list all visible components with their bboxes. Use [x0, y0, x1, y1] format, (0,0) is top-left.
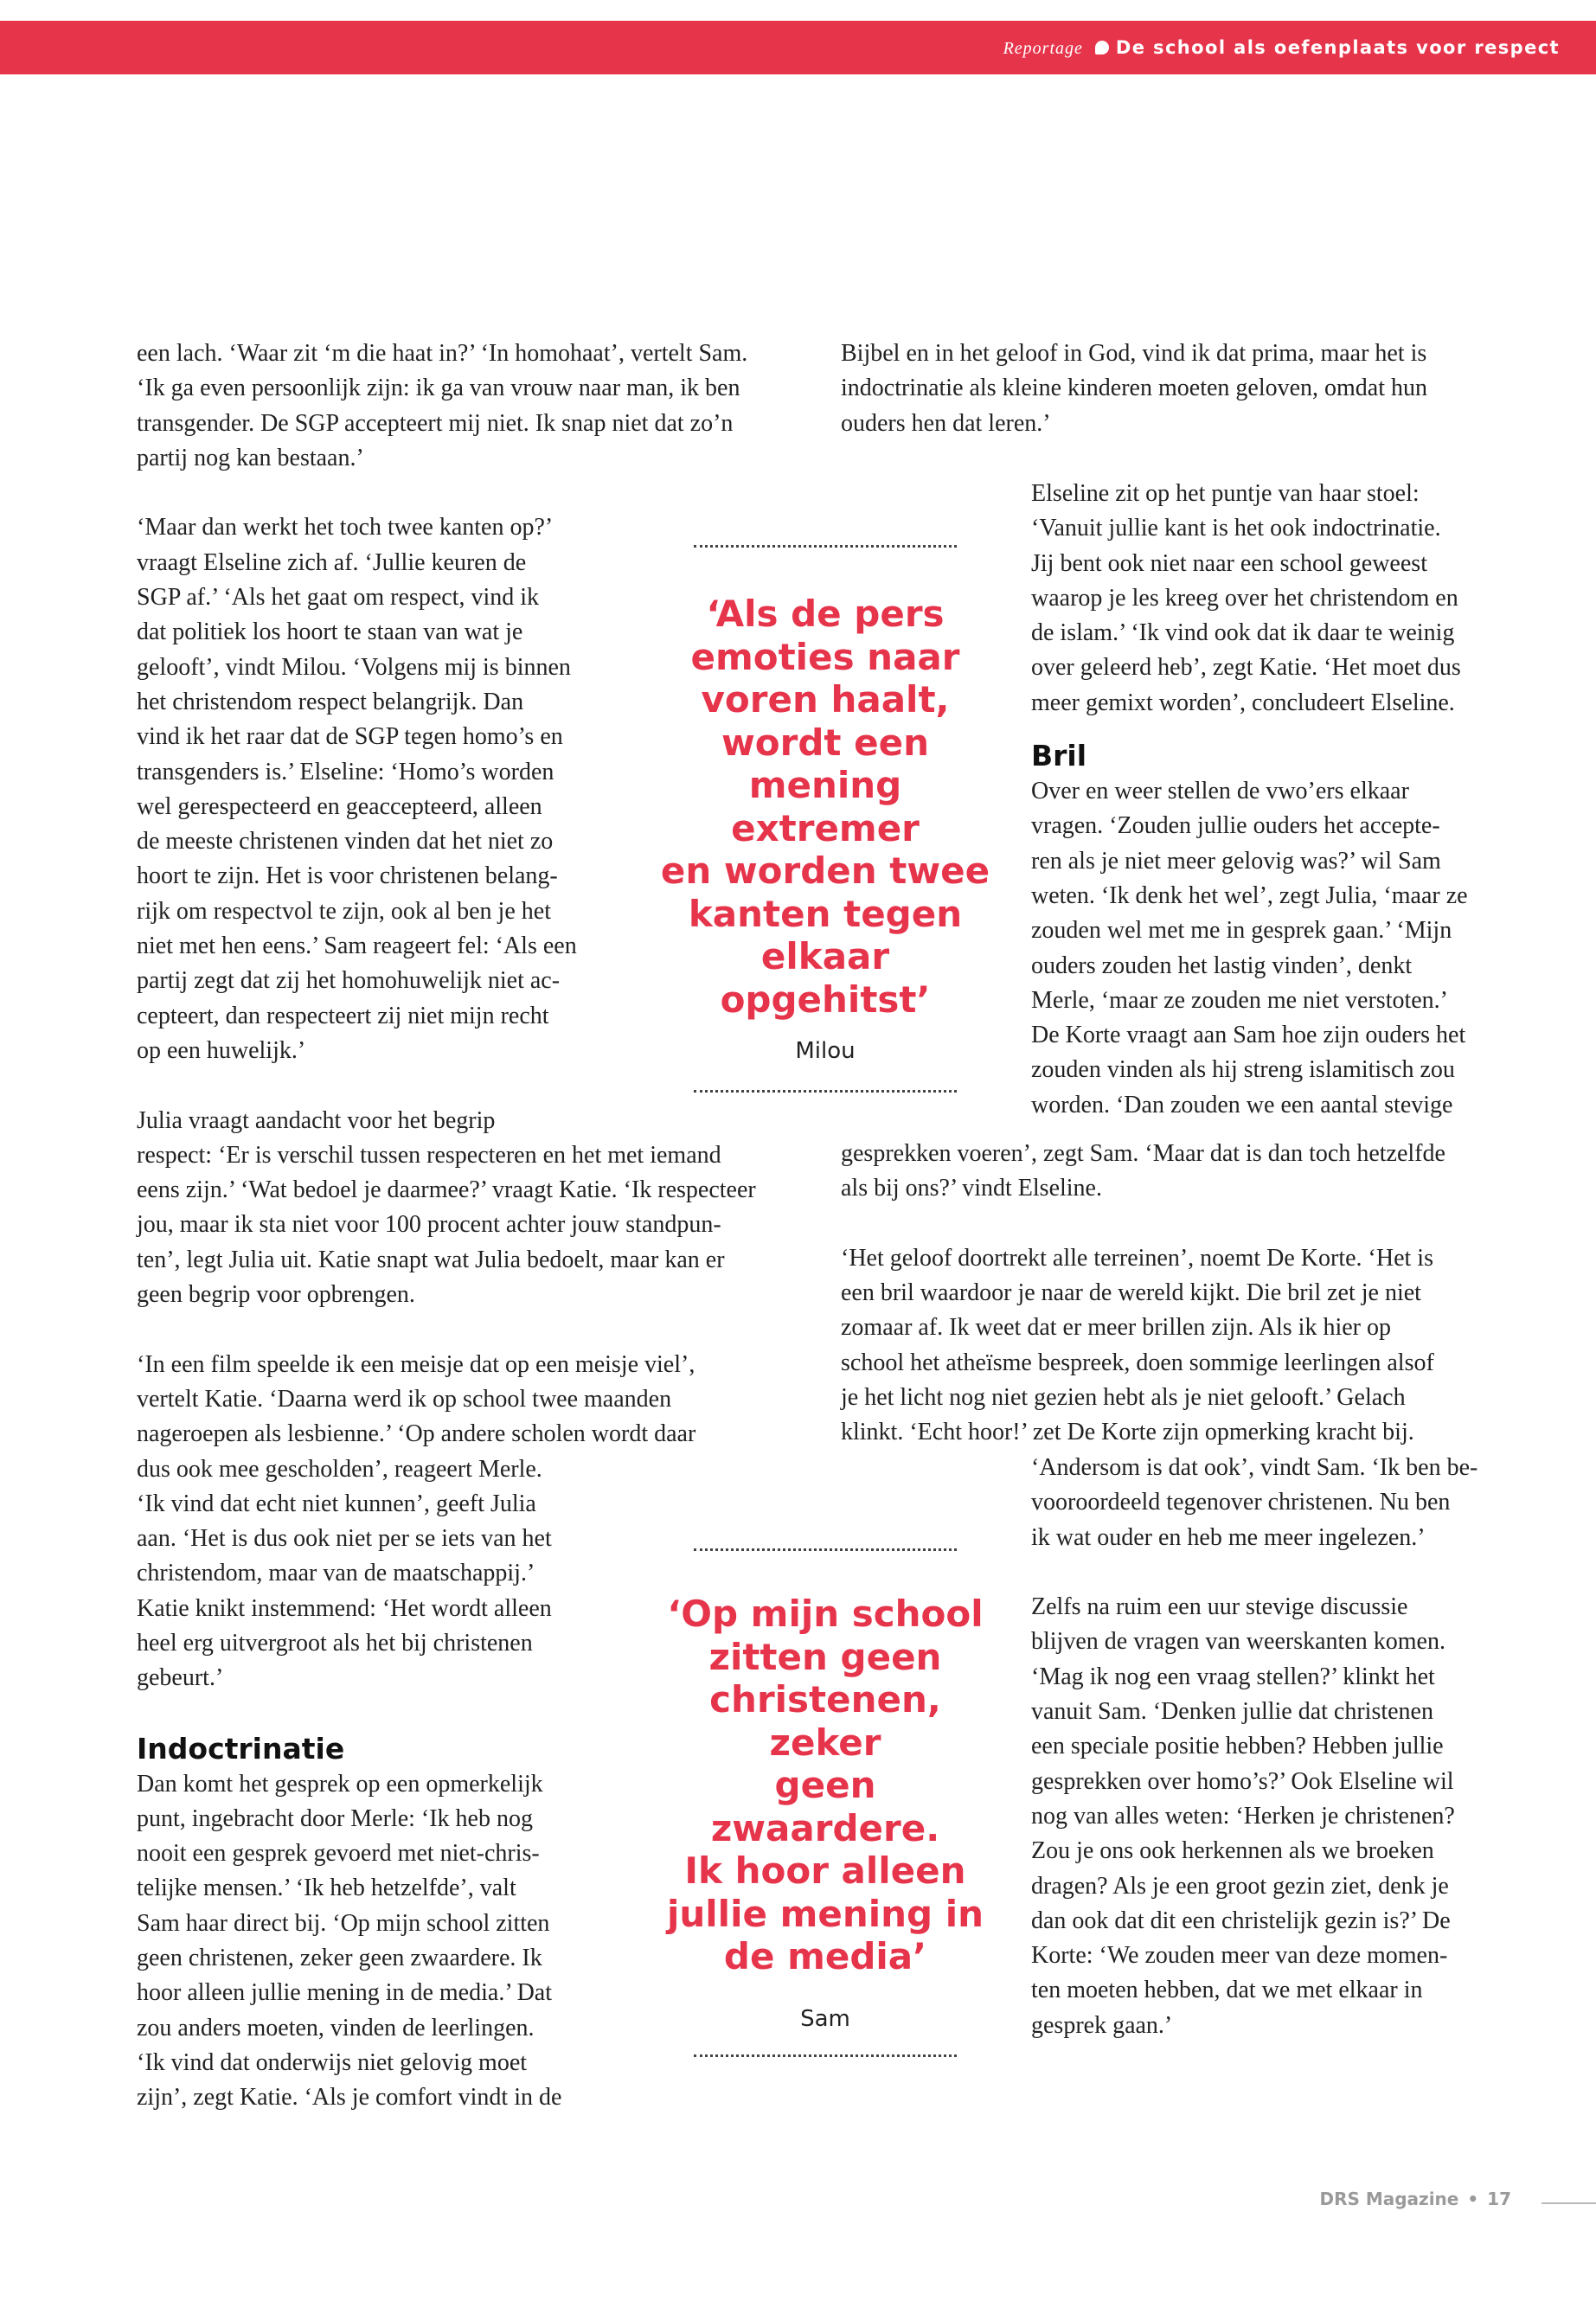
- text-line: ‘Andersom is dat ook’, vindt Sam. ‘Ik ben be-: [1031, 1454, 1478, 1481]
- text-line: zou anders moeten, vinden de leerlingen.: [137, 2014, 535, 2041]
- text-line: respect: ‘Er is verschil tussen respecteren en het met iemand: [137, 1141, 721, 1169]
- text-line: Zou je ons ook herkennen als we broeken: [1031, 1837, 1434, 1865]
- text-line: telijke mensen.’ ‘Ik heb hetzelfde’, valt: [137, 1875, 516, 1902]
- text-line: vooroordeeld tegenover christenen. Nu ben: [1031, 1489, 1451, 1516]
- text-line: jou, maar ik sta niet voor 100 procent achter jouw standpun-: [137, 1211, 721, 1239]
- quote-line: mening extremer: [731, 764, 920, 849]
- quote-line: geen zwaardere.: [710, 1764, 940, 1849]
- text-line: ouders hen dat leren.’: [841, 409, 1051, 437]
- article-title: De school als oefenplaats voor respect: [1115, 37, 1560, 58]
- dotted-rule: [694, 2054, 957, 2057]
- text-line: ‘In een film speelde ik een meisje dat op een meisje viel’,: [137, 1350, 695, 1378]
- speech-bubble-icon: [1095, 41, 1109, 54]
- text-line: dus ook mee gescholden’, reageert Merle.: [137, 1455, 542, 1483]
- text-line: gelooft’, vindt Milou. ‘Volgens mij is binnen: [137, 653, 571, 681]
- text-line: de meeste christenen vinden dat het niet zo: [137, 828, 554, 856]
- quote-line: Ik hoor alleen: [684, 1849, 966, 1892]
- text-line: ‘Ik vind dat onderwijs niet gelovig moet: [137, 2048, 528, 2076]
- text-line: op een huwelijk.’: [137, 1036, 306, 1064]
- text-line: vertelt Katie. ‘Daarna werd ik op school twee maanden: [137, 1385, 672, 1413]
- quote-line: de media’: [723, 1935, 927, 1977]
- text-line: partij zegt dat zij het homohuwelijk niet ac-: [137, 967, 561, 995]
- text-line: zomaar af. Ik weet dat er meer brillen zijn. Als ik hier op: [841, 1314, 1391, 1342]
- text-line: dragen? Als je een groot gezin ziet, denk je: [1031, 1872, 1449, 1900]
- text-line: gesprekken voeren’, zegt Sam. ‘Maar dat is dan toch hetzelfde: [841, 1140, 1445, 1167]
- text-line: niet met hen eens.’ Sam reageert fel: ‘Als een: [137, 933, 577, 960]
- text-line: partij nog kan bestaan.’: [137, 444, 364, 471]
- text-line: Bijbel en in het geloof in God, vind ik dat prima, maar het is: [841, 340, 1427, 367]
- text-line: cepteert, dan respecteert zij niet mijn recht: [137, 1002, 549, 1029]
- text-line: vraagt Elseline zich af. ‘Jullie keuren de: [137, 548, 527, 576]
- running-header: [1003, 21, 1560, 74]
- text-line: een speciale positie hebben? Hebben jullie: [1031, 1733, 1444, 1760]
- text-line: punt, ingebracht door Merle: ‘Ik heb nog: [137, 1804, 533, 1832]
- right-narrow-column-b: [1031, 1451, 1550, 2043]
- text-line: zijn’, zegt Katie. ‘Als je comfort vindt in de: [137, 2084, 562, 2112]
- text-line: Jij bent ook niet naar een school geweest: [1031, 549, 1427, 577]
- quote-line: en worden twee: [660, 849, 990, 892]
- text-line: ‘Ik vind dat echt niet kunnen’, geeft Julia: [137, 1490, 536, 1517]
- text-line: ren als je niet meer gelovig was?’ wil Sam: [1031, 847, 1441, 875]
- text-line: school het atheïsme bespreek, doen sommige leerlingen alsof: [841, 1349, 1434, 1376]
- text-line: christendom, maar van de maatschappij.’: [137, 1560, 535, 1587]
- text-line: Over en weer stellen de vwo’ers elkaar: [1031, 778, 1409, 805]
- header-bar: [0, 21, 1596, 74]
- text-line: weten. ‘Ik denk het wel’, zegt Julia, ‘maar ze: [1031, 881, 1468, 909]
- quote-line: jullie mening in: [666, 1892, 984, 1935]
- quote-author: Sam: [800, 2005, 850, 2032]
- magazine-name: DRS Magazine: [1319, 2189, 1459, 2209]
- text-line: vragen. ‘Zouden jullie ouders het accepte-: [1031, 812, 1440, 840]
- text-line: Sam haar direct bij. ‘Op mijn school zitten: [137, 1909, 550, 1937]
- text-line: Merle, ‘maar ze zouden me niet verstoten.’: [1031, 986, 1449, 1014]
- subheading-bril: Bril: [1031, 739, 1087, 773]
- page-number: 17: [1487, 2189, 1511, 2209]
- right-narrow-column-a: [1031, 477, 1550, 1123]
- text-line: hoor alleen jullie mening in de media.’ Dat: [137, 1979, 552, 2007]
- text-line: vind ik het raar dat de SGP tegen homo’s en: [137, 723, 563, 751]
- text-line: heel erg uitvergroot als het bij christenen: [137, 1629, 533, 1657]
- text-line: een bril waardoor je naar de wereld kijkt. Die bril zet je niet: [841, 1279, 1421, 1307]
- text-line: hoort te zijn. Het is voor christenen belang-: [137, 862, 558, 890]
- text-line: nooit een gesprek gevoerd met niet-chris-: [137, 1840, 540, 1868]
- subheading-indoctrinatie: Indoctrinatie: [137, 1731, 345, 1766]
- text-line: een lach. ‘Waar zit ‘m die haat in?’ ‘In homohaat’, vertelt Sam.: [137, 340, 748, 367]
- text-line: De Korte vraagt aan Sam hoe zijn ouders het: [1031, 1022, 1466, 1049]
- text-line: blijven de vragen van weerskanten komen.: [1031, 1628, 1445, 1656]
- text-line: klinkt. ‘Echt hoor!’ zet De Korte zijn opmerking kracht bij.: [841, 1419, 1414, 1446]
- text-line: rijk om respectvol te zijn, ook al ben je het: [137, 897, 551, 925]
- footer-rule: [1542, 2202, 1596, 2204]
- text-line: meer gemixt worden’, concludeert Elseline.: [1031, 689, 1455, 716]
- text-line: zouden vinden als hij streng islamitisch zou: [1031, 1056, 1455, 1084]
- text-line: ouders zouden het lastig vinden’, denkt: [1031, 952, 1413, 979]
- text-line: gebeurt.’: [137, 1664, 224, 1692]
- text-line: Dan komt het gesprek op een opmerkelijk: [137, 1770, 543, 1798]
- text-line: ik wat ouder en heb me meer ingelezen.’: [1031, 1523, 1426, 1551]
- text-line: ‘Het geloof doortrekt alle terreinen’, noemt De Korte. ‘Het is: [841, 1244, 1433, 1272]
- quote-line: christenen, zeker: [709, 1678, 941, 1764]
- quote-line: voren haalt,: [701, 678, 950, 721]
- text-line: geen christenen, zeker geen zwaardere. Ik: [137, 1945, 542, 1972]
- pull-quote-sam: [659, 1548, 991, 2057]
- right-top-text: [841, 336, 1533, 441]
- text-line: gesprekken over homo’s?’ Ook Elseline wil: [1031, 1767, 1454, 1795]
- quote-line: emoties naar: [690, 635, 960, 678]
- text-line: ‘Mag ik nog een vraag stellen?’ klinkt het: [1031, 1663, 1435, 1690]
- text-line: Julia vraagt aandacht voor het begrip: [137, 1106, 496, 1134]
- quote-line: ‘Als de pers: [706, 593, 945, 635]
- quote-line: zitten geen: [708, 1635, 942, 1678]
- pull-quote-text: [659, 593, 991, 1021]
- quote-line: elkaar opgehitst’: [720, 935, 931, 1021]
- text-line: de islam.’ ‘Ik vind ook dat ik daar te weinig: [1031, 619, 1455, 647]
- text-line: Zelfs na ruim een uur stevige discussie: [1031, 1593, 1408, 1621]
- section-label: Reportage: [1003, 39, 1083, 58]
- quote-line: kanten tegen: [688, 892, 963, 935]
- text-line: Katie knikt instemmend: ‘Het wordt alleen: [137, 1594, 552, 1622]
- text-line: ‘Ik ga even persoonlijk zijn: ik ga van vrouw naar man, ik ben: [137, 375, 740, 402]
- right-wide-text: [841, 1137, 1533, 1451]
- quote-line: ‘Op mijn school: [667, 1593, 984, 1635]
- text-line: Elseline zit op het puntje van haar stoel:: [1031, 480, 1420, 507]
- text-line: het christendom respect belangrijk. Dan: [137, 688, 524, 715]
- text-line: worden. ‘Dan zouden we een aantal stevige: [1031, 1091, 1453, 1118]
- text-line: waarop je les kreeg over het christendom en: [1031, 584, 1458, 612]
- dotted-rule: [694, 1090, 957, 1093]
- text-line: zouden wel met me in gesprek gaan.’ ‘Mijn: [1031, 917, 1452, 945]
- text-line: aan. ‘Het is dus ook niet per se iets van het: [137, 1525, 552, 1553]
- text-line: transgender. De SGP accepteert mij niet. Ik snap niet dat zo’n: [137, 409, 734, 437]
- page-footer: [1319, 2189, 1511, 2209]
- pull-quote-milou: [659, 545, 991, 1093]
- text-line: vanuit Sam. ‘Denken jullie dat christenen: [1031, 1698, 1433, 1726]
- text-line: ‘Maar dan werkt het toch twee kanten op?’: [137, 514, 554, 542]
- text-line: Korte: ‘We zouden meer van deze momen-: [1031, 1942, 1448, 1970]
- text-line: dat politiek los hoort te staan van wat je: [137, 619, 523, 646]
- pull-quote-text: [659, 1593, 991, 1978]
- bullet-separator: •: [1467, 2189, 1479, 2209]
- text-line: over geleerd heb’, zegt Katie. ‘Het moet dus: [1031, 654, 1461, 682]
- text-line: ten’, legt Julia uit. Katie snapt wat Julia bedoelt, maar kan er: [137, 1246, 725, 1273]
- text-line: nageroepen als lesbienne.’ ‘Op andere scholen wordt daar: [137, 1420, 696, 1448]
- text-line: als bij ons?’ vindt Elseline.: [841, 1175, 1102, 1202]
- text-line: ‘Vanuit jullie kant is het ook indoctrinatie.: [1031, 515, 1441, 542]
- quote-author: Milou: [795, 1038, 856, 1064]
- text-line: transgenders is.’ Elseline: ‘Homo’s worden: [137, 758, 554, 785]
- text-line: ten moeten hebben, dat we met elkaar in: [1031, 1977, 1423, 2004]
- text-line: eens zijn.’ ‘Wat bedoel je daarmee?’ vraagt Katie. ‘Ik respecteer: [137, 1176, 756, 1204]
- text-line: gesprek gaan.’: [1031, 2011, 1173, 2039]
- text-line: je het licht nog niet gezien hebt als je niet gelooft.’ Gelach: [841, 1384, 1406, 1412]
- text-line: nog van alles weten: ‘Herken je christenen?: [1031, 1802, 1455, 1830]
- text-line: geen begrip voor opbrengen.: [137, 1281, 415, 1309]
- text-line: dan ook dat dit een christelijk gezin is?’ De: [1031, 1907, 1451, 1934]
- text-line: indoctrinatie als kleine kinderen moeten geloven, omdat hun: [841, 375, 1428, 402]
- quote-line: wordt een: [721, 721, 929, 764]
- text-line: SGP af.’ ‘Als het gaat om respect, vind ik: [137, 584, 540, 612]
- text-line: wel gerespecteerd en geaccepteerd, alleen: [137, 792, 542, 820]
